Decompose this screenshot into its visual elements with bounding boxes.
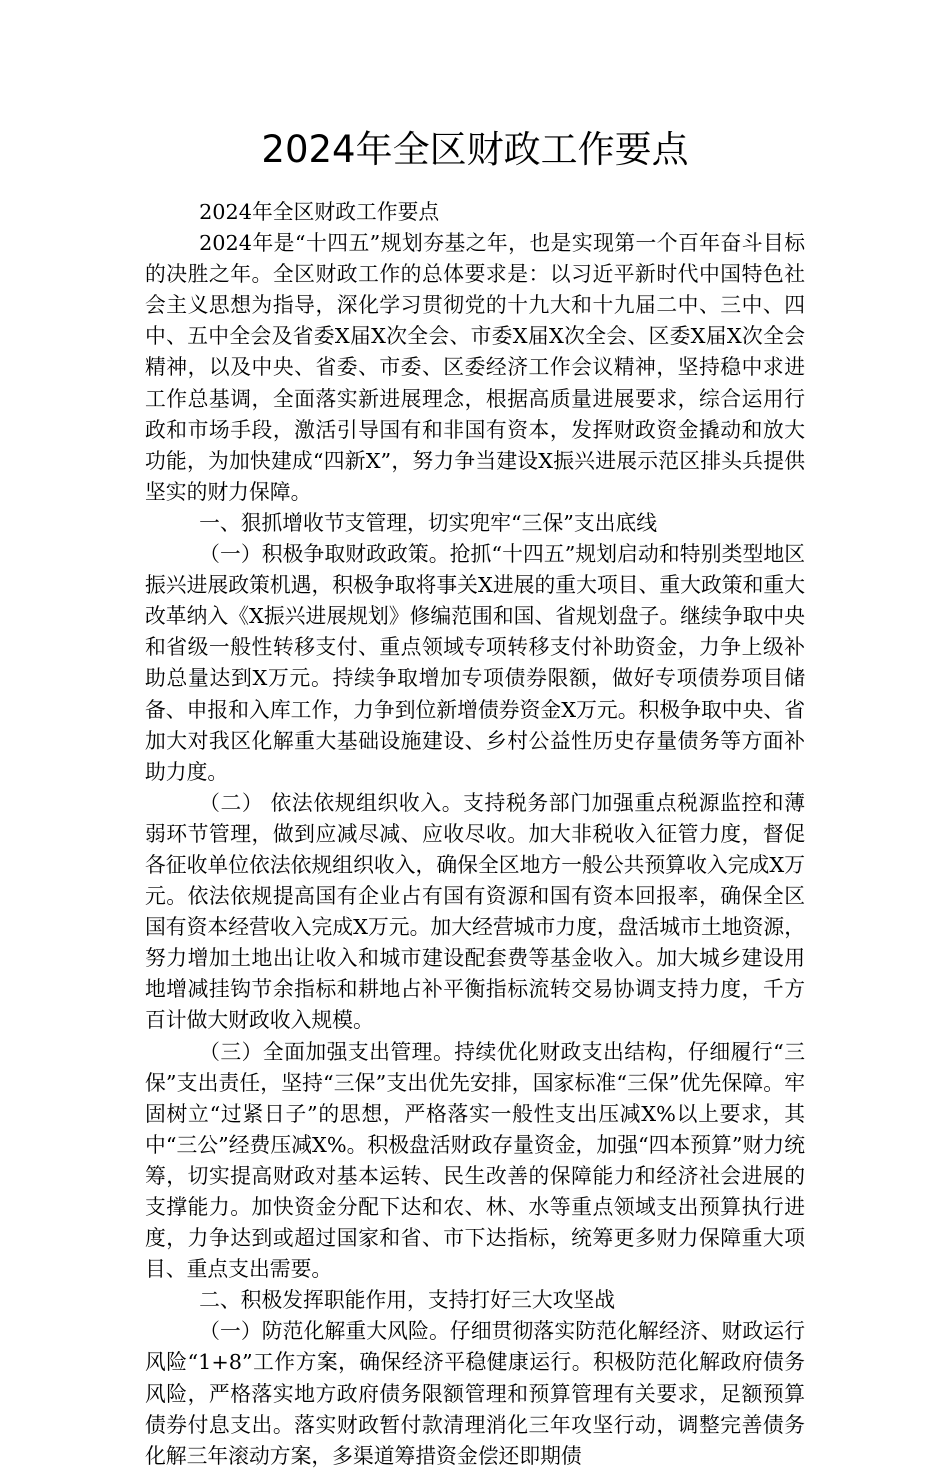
section-heading-2: 二、积极发挥职能作用，支持打好三大攻坚战 [199,1288,616,1313]
paragraph-2-1: （一）防范化解重大风险。仔细贯彻落实防范化解经济、财政运行风险“1+8”工作方案，确保经济平稳健康运行。积极防范化解政府债务风险，严格落实地方政府债务限额管理和预算管理有关要求，足额预算债券付息支出。落实财政暂付款清理消化三年攻坚行动，调整完善债务化解三年滚动方案，多渠道筹措资金偿还即期债 [145,1319,805,1468]
document-body [145,197,805,1472]
paragraph-1-1: （一）积极争取财政政策。抢抓“十四五”规划启动和特别类型地区振兴进展政策机遇，积极争取将事关X进展的重大项目、重大政策和重大改革纳入《X振兴进展规划》修编范围和国、省规划盘子。继续争取中央和省级一般性转移支付、重点领域专项转移支付补助资金，力争上级补助总量达到X万元。持续争取增加专项债券限额，做好专项债券项目储备、申报和入库工作，力争到位新增债券资金X万元。积极争取中央、省加大对我区化解重大基础设施建设、乡村公益性历史存量债务等方面补助力度。 [145,542,805,784]
intro-paragraph: 2024年是“十四五”规划夯基之年，也是实现第一个百年奋斗目标的决胜之年。全区财政工作的总体要求是：以习近平新时代中国特色社会主义思想为指导，深化学习贯彻党的十九大和十九届二中、三中、四中、五中全会及省委X届X次全会、市委X届X次全会、区委X届X次全会精神，以及中央、省委、市委、区委经济工作会议精神，坚持稳中求进工作总基调，全面落实新进展理念，根据高质量进展要求，综合运用行政和市场手段，激活引导国有和非国有资本，发挥财政资金撬动和放大功能，为加快建成“四新X”，努力争当建设X振兴进展示范区排头兵提供坚实的财力保障。 [145,231,805,504]
paragraph-1-3: （三）全面加强支出管理。持续优化财政支出结构，仔细履行“三保”支出责任，坚持“三保”支出优先安排，国家标准“三保”优先保障。牢固树立“过紧日子”的思想，严格落实一般性支出压减X%以上要求，其中“三公”经费压减X%。积极盘活财政存量资金，加强“四本预算”财力统筹，切实提高财政对基本运转、民生改善的保障能力和经济社会进展的支撑能力。加快资金分配下达和农、林、水等重点领域支出预算执行进度，力争达到或超过国家和省、市下达指标，统筹更多财力保障重大项目、重点支出需要。 [145,1039,805,1282]
document-title: 2024年全区财政工作要点 [261,128,689,171]
paragraph-1-2: （二） 依法依规组织收入。支持税务部门加强重点税源监控和薄弱环节管理，做到应减尽减、应收尽收。加大非税收入征管力度，督促各征收单位依法依规组织收入，确保全区地方一般公共预算收入完成X万元。依法依规提高国有企业占有国有资源和国有资本回报率，确保全区国有资本经营收入完成X万元。加大经营城市力度，盘活城市土地资源，努力增加土地出让收入和城市建设配套费等基金收入。加大城乡建设用地增减挂钩节余指标和耕地占补平衡指标流转交易协调支持力度，千方百计做大财政收入规模。 [145,790,805,1033]
section-heading-1: 一、狠抓增收节支管理，切实兜牢“三保”支出底线 [199,510,658,535]
document-subtitle: 2024年全区财政工作要点 [199,200,440,224]
